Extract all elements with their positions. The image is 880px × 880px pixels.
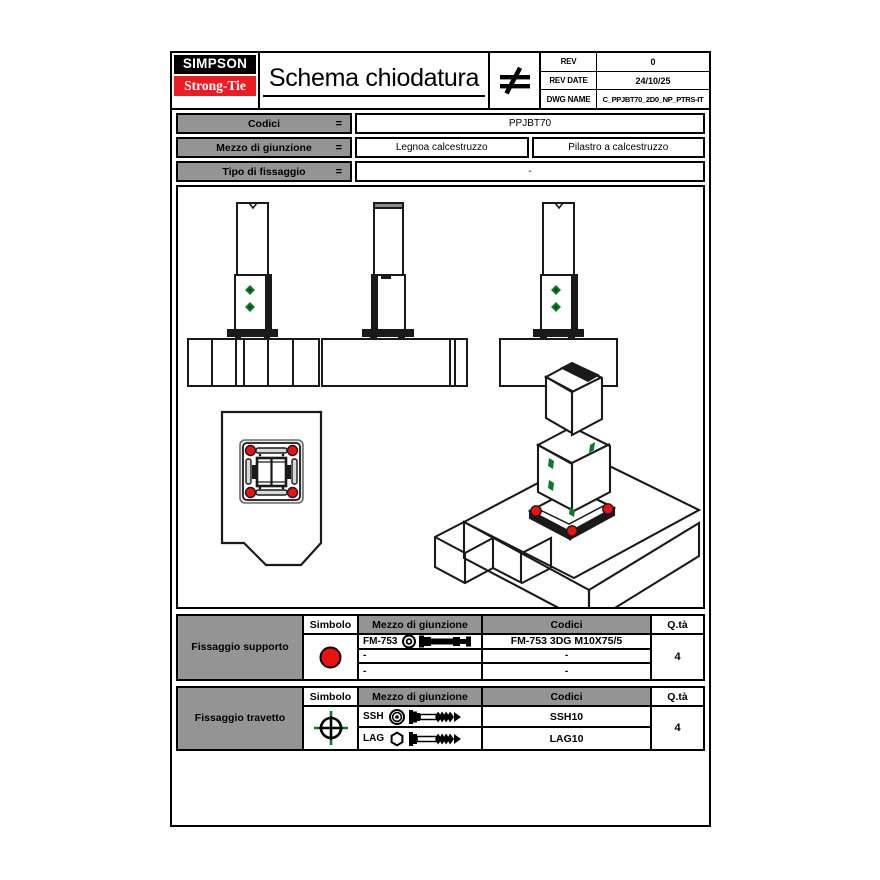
fastener-code: LAG10	[549, 732, 584, 745]
fastener-code: SSH10	[549, 710, 584, 723]
table-body	[304, 688, 703, 749]
lag-screw-icon	[388, 731, 466, 747]
fastener-code: -	[564, 650, 569, 662]
company-logo	[172, 53, 260, 108]
header-quantita: Q.tà	[652, 688, 703, 705]
fastener-code: -	[564, 666, 569, 678]
table-row	[359, 707, 481, 728]
info-row-tipo-di-fissaggio	[176, 161, 705, 182]
info-label	[176, 137, 352, 158]
fastener-code: FM-753 3DG M10X75/5	[510, 635, 623, 648]
info-label-text: Codici	[247, 117, 281, 130]
table-row	[359, 664, 481, 679]
drawing-canvas	[176, 185, 705, 609]
equals-sign: =	[335, 117, 342, 130]
not-equal-icon	[490, 53, 541, 108]
fastener-table-joist	[176, 686, 705, 751]
rev-value: 0	[650, 56, 656, 67]
rev-date-row	[541, 72, 709, 91]
info-label	[176, 161, 352, 182]
dwg-name-value: C_PPJBT70_2D0_NP_PTRS-IT	[602, 94, 704, 104]
codici-cells	[483, 635, 652, 679]
dwg-name-row	[541, 90, 709, 108]
hex-washer-screw-icon	[388, 709, 466, 725]
info-label	[176, 113, 352, 134]
fastener-label: -	[363, 650, 367, 662]
info-values	[355, 161, 705, 182]
table-header-row	[304, 616, 703, 635]
elevation-view-right	[500, 203, 617, 386]
table-row	[483, 635, 650, 650]
logo-simpson-text: SIMPSON	[174, 55, 256, 74]
mezzo-cells	[359, 707, 483, 749]
header-mezzo: Mezzo di giunzione	[359, 616, 483, 633]
mezzo-cells	[359, 635, 483, 679]
equals-sign: =	[335, 165, 342, 178]
info-label-text: Tipo di fissaggio	[222, 165, 306, 178]
table-row	[359, 635, 481, 650]
symbol-cell	[304, 707, 359, 749]
table-header-row	[304, 688, 703, 707]
codici-cells	[483, 707, 652, 749]
plan-view	[222, 412, 321, 565]
drawing-sheet	[170, 51, 711, 827]
quantity-value: 4	[652, 707, 703, 749]
table-row	[483, 728, 650, 749]
green-crosshair-circle-icon	[312, 709, 350, 747]
table-row	[359, 728, 481, 749]
red-filled-circle-icon	[318, 645, 343, 670]
revision-block	[541, 53, 709, 108]
info-value: -	[355, 161, 705, 182]
concrete-anchor-icon	[401, 635, 475, 649]
info-row-codici	[176, 113, 705, 134]
dwg-name-label: DWG NAME	[541, 90, 597, 108]
rev-row	[541, 53, 709, 72]
table-body	[304, 616, 703, 679]
fastener-label: -	[363, 666, 367, 678]
rev-label: REV	[541, 53, 597, 71]
table-name: Fissaggio supporto	[178, 616, 304, 679]
info-values	[355, 137, 705, 158]
header-mezzo: Mezzo di giunzione	[359, 688, 483, 705]
elevation-view-left	[188, 203, 319, 386]
info-value: PPJBT70	[355, 113, 705, 134]
logo-strongtie-text: Strong-Tie	[174, 76, 256, 97]
fastener-label: LAG	[363, 733, 385, 744]
header-codici: Codici	[483, 616, 652, 633]
title-block	[172, 53, 709, 110]
table-row	[359, 650, 481, 665]
info-label-text: Mezzo di giunzione	[216, 141, 312, 154]
equals-sign: =	[335, 141, 342, 154]
symbol-cell	[304, 635, 359, 679]
header-simbolo: Simbolo	[304, 688, 359, 705]
info-value: Pilastro a calcestruzzo	[532, 137, 706, 158]
header-simbolo: Simbolo	[304, 616, 359, 633]
fastener-label: FM-753	[363, 635, 398, 647]
header-quantita: Q.tà	[652, 616, 703, 633]
page-title-text: Schema chiodatura	[263, 64, 485, 97]
fastener-table-support	[176, 614, 705, 681]
rev-date-value: 24/10/25	[635, 75, 671, 86]
info-values	[355, 113, 705, 134]
table-row	[483, 707, 650, 728]
info-row-mezzo-di-giunzione	[176, 137, 705, 158]
table-data-rows	[304, 635, 703, 679]
header-codici: Codici	[483, 688, 652, 705]
rev-date-label: REV DATE	[541, 72, 597, 90]
table-row	[483, 664, 650, 679]
info-rows	[172, 110, 709, 182]
page-title	[260, 53, 490, 108]
elevation-view-center	[322, 203, 467, 386]
isometric-view	[435, 362, 699, 607]
info-value: Legnoa calcestruzzo	[355, 137, 529, 158]
table-name: Fissaggio travetto	[178, 688, 304, 749]
table-row	[483, 650, 650, 665]
quantity-value: 4	[652, 635, 703, 679]
table-data-rows	[304, 707, 703, 749]
fastener-label: SSH	[363, 711, 384, 722]
